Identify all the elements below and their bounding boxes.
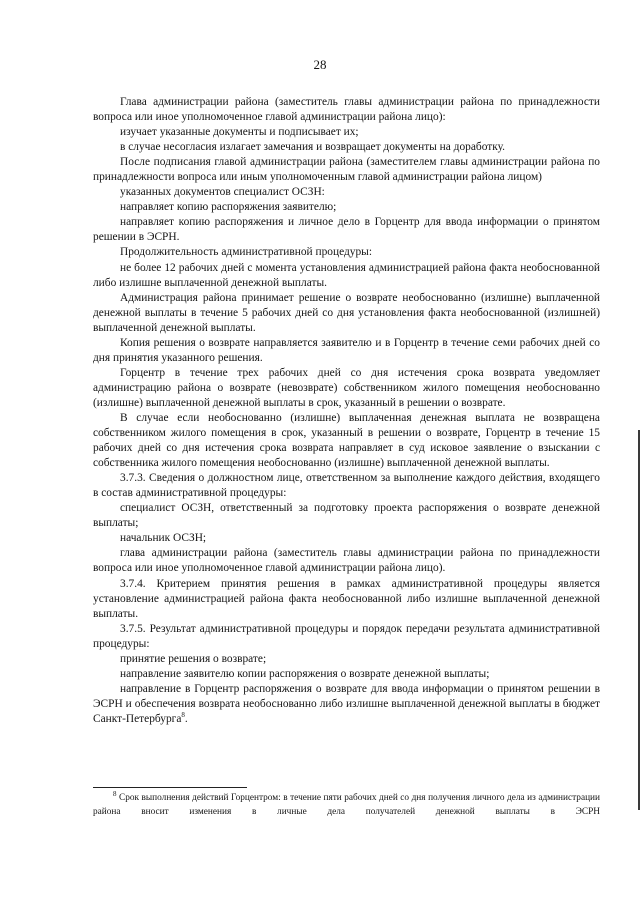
paragraph: направляет копию распоряжения заявителю; [120, 201, 337, 214]
paragraph: В случае если необоснованно (излишне) выплаченная денежная выплата не возвращена собственником жилого помещения в срок, указанный в решении о возврате, Горцентр в течение 15 рабочих дней со дня истечения срока возврата направляет в суд исковое заявление о взыскании с собственника жилого помещения необоснованно (излишне) выплаченной денежной выплаты. [93, 411, 600, 470]
paragraph: Глава администрации района (заместитель главы администрации района по принадлежности вопроса или иное уполномоченное главой администрации района лицо): [93, 96, 600, 124]
paragraph: Горцентр в течение трех рабочих дней со дня истечения срока возврата уведомляет администрацию района о возврате (невозврате) собственником жилого помещения необоснованно (излишне) выплаченной денежной выплаты в срок, указанный в решении о возврате. [93, 366, 600, 409]
paragraph: Продолжительность административной процедуры: [120, 246, 372, 259]
paragraph: указанных документов специалист ОСЗН: [120, 186, 325, 199]
paragraph: направление заявителю копии распоряжения о возврате денежной выплаты; [120, 667, 490, 680]
paragraph: не более 12 рабочих дней с момента установления администрацией района факта необоснованной либо излишне выплаченной денежной выплаты. [93, 261, 600, 289]
paragraph: Копия решения о возврате направляется заявителю и в Горцентр в течение семи рабочих дней со дня принятия указанного решения. [93, 336, 600, 364]
paragraph: специалист ОСЗН, ответственный за подготовку проекта распоряжения о возврате денежной выплаты; [93, 502, 600, 530]
paragraph: изучает указанные документы и подписывает их; [120, 126, 359, 139]
paragraph: Администрация района принимает решение о возврате необоснованно (излишне) выплаченной денежной выплаты в течение 5 рабочих дней со дня установления факта необоснованной (излишней) выплаченной денежной выплаты. [93, 291, 600, 334]
footnote [93, 789, 600, 819]
section-3-7-4: 3.7.4. Критерием принятия решения в рамках административной процедуры является установление администрацией района факта необоснованной либо излишне выплаченной денежной выплаты. [93, 577, 600, 620]
document-body [93, 95, 600, 727]
footnote-text: Срок выполнения действий Горцентром: в течение пяти рабочих дней со дня получения личного дела из администрации района вносит изменения в личные дела получателей денежной выплаты в ЭСРН [93, 793, 600, 817]
footnote-divider [93, 787, 247, 788]
section-3-7-5: 3.7.5. Результат административной процедуры и порядок передачи результата административной процедуры: [93, 622, 600, 650]
footnote-reference[interactable]: 8 [181, 711, 185, 720]
paragraph: начальник ОСЗН; [120, 532, 207, 545]
paragraph: После подписания главой администрации района (заместителем главы администрации района по принадлежности вопроса или иным уполномоченным главой администрации района лицом) [93, 156, 600, 184]
paragraph: принятие решения о возврате; [120, 652, 267, 665]
paragraph-text: направление в Горцентр распоряжения о возврате для ввода информации о принятом решении в ЭСРН и обеспечения возврата необоснованно либо излишне выплаченной денежной выплаты в бюджет Санкт-Петербурга [93, 682, 600, 725]
footnote-text-paragraph [93, 789, 600, 819]
paragraph: в случае несогласия излагает замечания и возвращает документы на доработку. [120, 141, 506, 154]
paragraph: глава администрации района (заместитель главы администрации района по принадлежности вопроса или иное уполномоченное главой администрации района лицо). [93, 547, 600, 575]
paragraph-with-footnote: направление в Горцентр распоряжения о возврате для ввода информации о принятом решении в ЭСРН и обеспечения возврата необоснованно либо излишне выплаченной денежной выплаты в бюджет Санкт-Петербурга$^8$. [93, 682, 600, 725]
footnote-mark: 8 [113, 789, 117, 798]
section-3-7-3: 3.7.3. Сведения о должностном лице, ответственном за выполнение каждого действия, входящего в состав административной процедуры: [93, 472, 600, 500]
paragraph: направляет копию распоряжения и личное дело в Горцентр для ввода информации о принятом решении в ЭСРН. [93, 216, 600, 244]
page-number: 28 [313, 57, 327, 72]
